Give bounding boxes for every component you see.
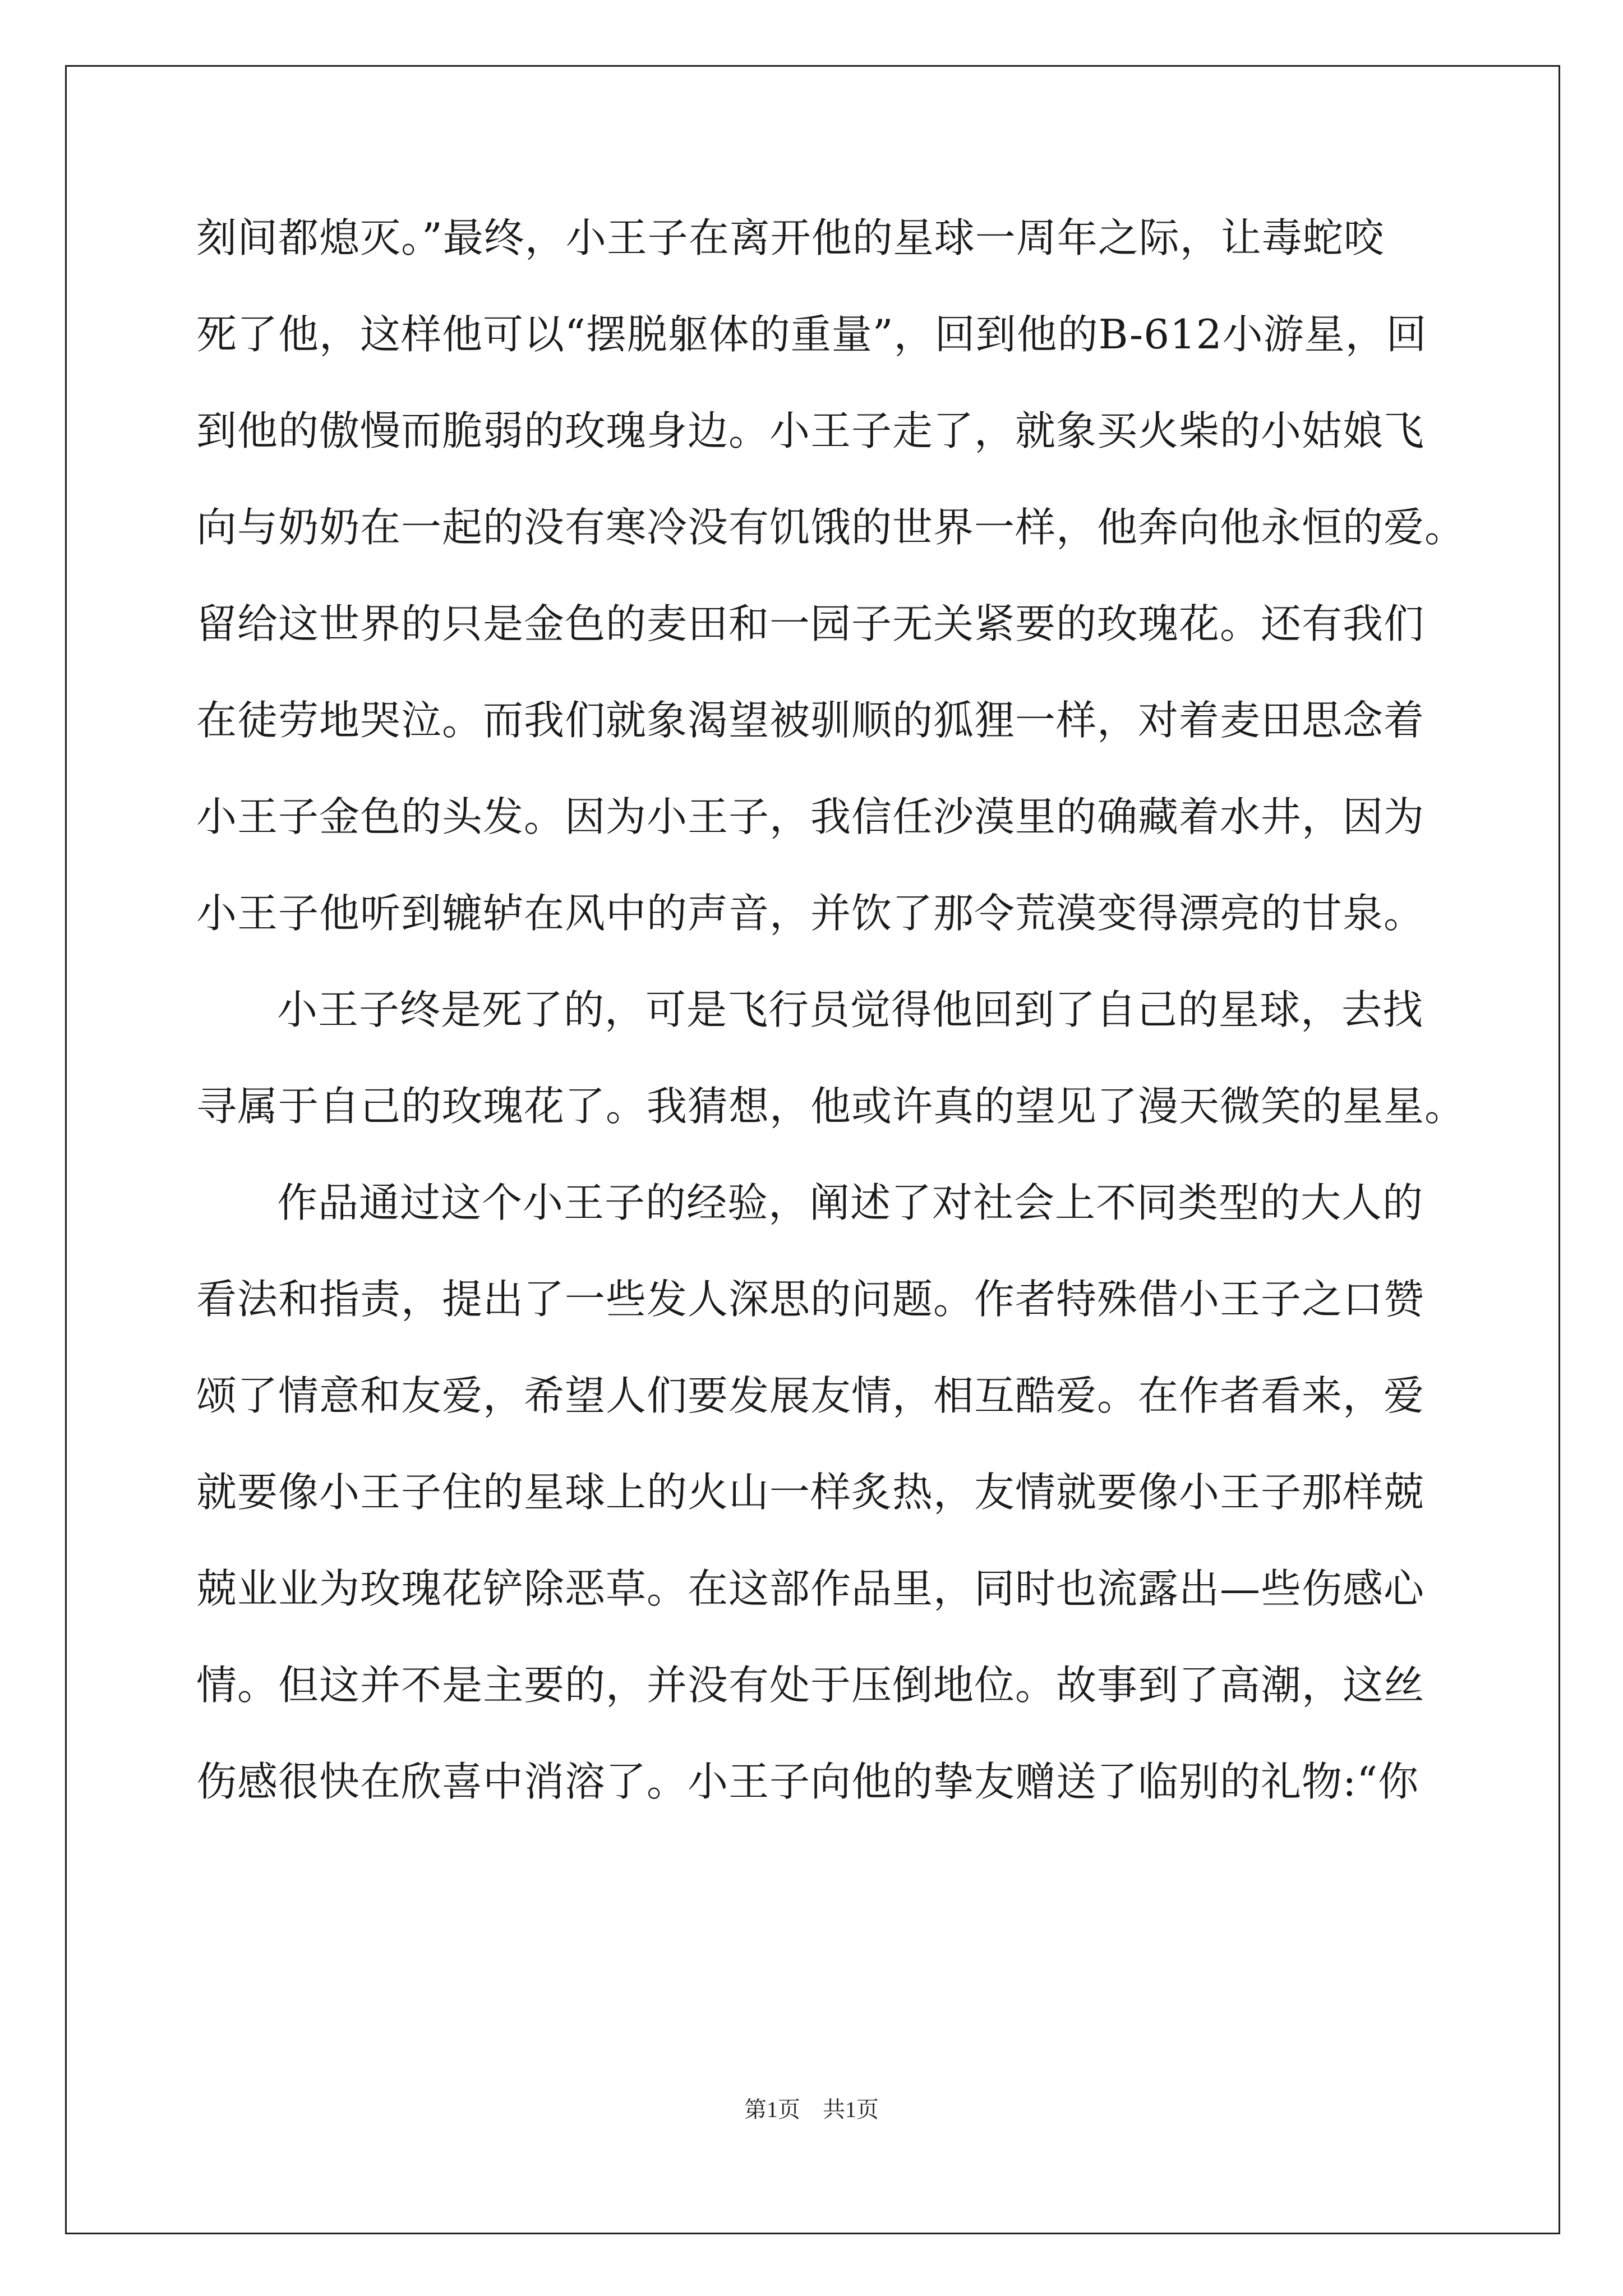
text-line: 小王子金色的头发。因为小王子，我信任沙漠里的确藏着水井，因为: [196, 793, 1425, 840]
page-number: 第1页: [744, 2097, 800, 2122]
text-line: 在徒劳地哭泣。而我们就象渴望被驯顺的狐狸一样，对着麦田思念着: [196, 697, 1425, 744]
text-line: 颂了情意和友爱，希望人们要发展友情，相互酷爱。在作者看来，爱: [196, 1372, 1425, 1419]
document-body: [196, 210, 1466, 1850]
text-line: 到他的傲慢而脆弱的玫瑰身边。小王子走了，就象买火柴的小姑娘飞: [196, 407, 1425, 454]
text-line: 就要像小王子住的星球上的火山一样炙热，友情就要像小王子那样兢: [196, 1469, 1425, 1516]
paragraph-start-line: 作品通过这个小王子的经验，阐述了对社会上不同类型的大人的: [277, 1179, 1424, 1226]
page-total: 共1页: [823, 2097, 879, 2122]
text-line: 刻间都熄灭。”最终，小王子在离开他的星球一周年之际，让毒蛇咬: [196, 214, 1385, 261]
text-line: 伤感很快在欣喜中消溶了。小王子向他的挚友赠送了临别的礼物:“你: [196, 1758, 1419, 1805]
text-line: 留给这世界的只是金色的麦田和一园子无关紧要的玫瑰花。还有我们: [196, 600, 1425, 647]
text-line: 死了他，这样他可以“摆脱躯体的重量”，回到他的B-612小游星，回: [196, 311, 1427, 358]
text-line: 情。但这并不是主要的，并没有处于压倒地位。故事到了高潮，这丝: [196, 1662, 1425, 1709]
paragraph-start-line: 小王子终是死了的，可是飞行员觉得他回到了自己的星球，去找: [277, 986, 1424, 1033]
text-line: 小王子他听到辘轳在风中的声音，并饮了那令荒漠变得漂亮的甘泉。: [196, 890, 1425, 937]
text-line: 寻属于自己的玫瑰花了。我猜想，他或许真的望见了漫天微笑的星星。: [196, 1083, 1466, 1130]
text-line: 向与奶奶在一起的没有寒冷没有饥饿的世界一样，他奔向他永恒的爱。: [196, 504, 1466, 551]
text-line: 看法和指责，提出了一些发人深思的问题。作者特殊借小王子之口赞: [196, 1276, 1425, 1323]
text-line: 兢业业为玫瑰花铲除恶草。在这部作品里，同时也流露出—些伤感心: [196, 1565, 1425, 1612]
page-footer: [0, 2096, 1623, 2124]
